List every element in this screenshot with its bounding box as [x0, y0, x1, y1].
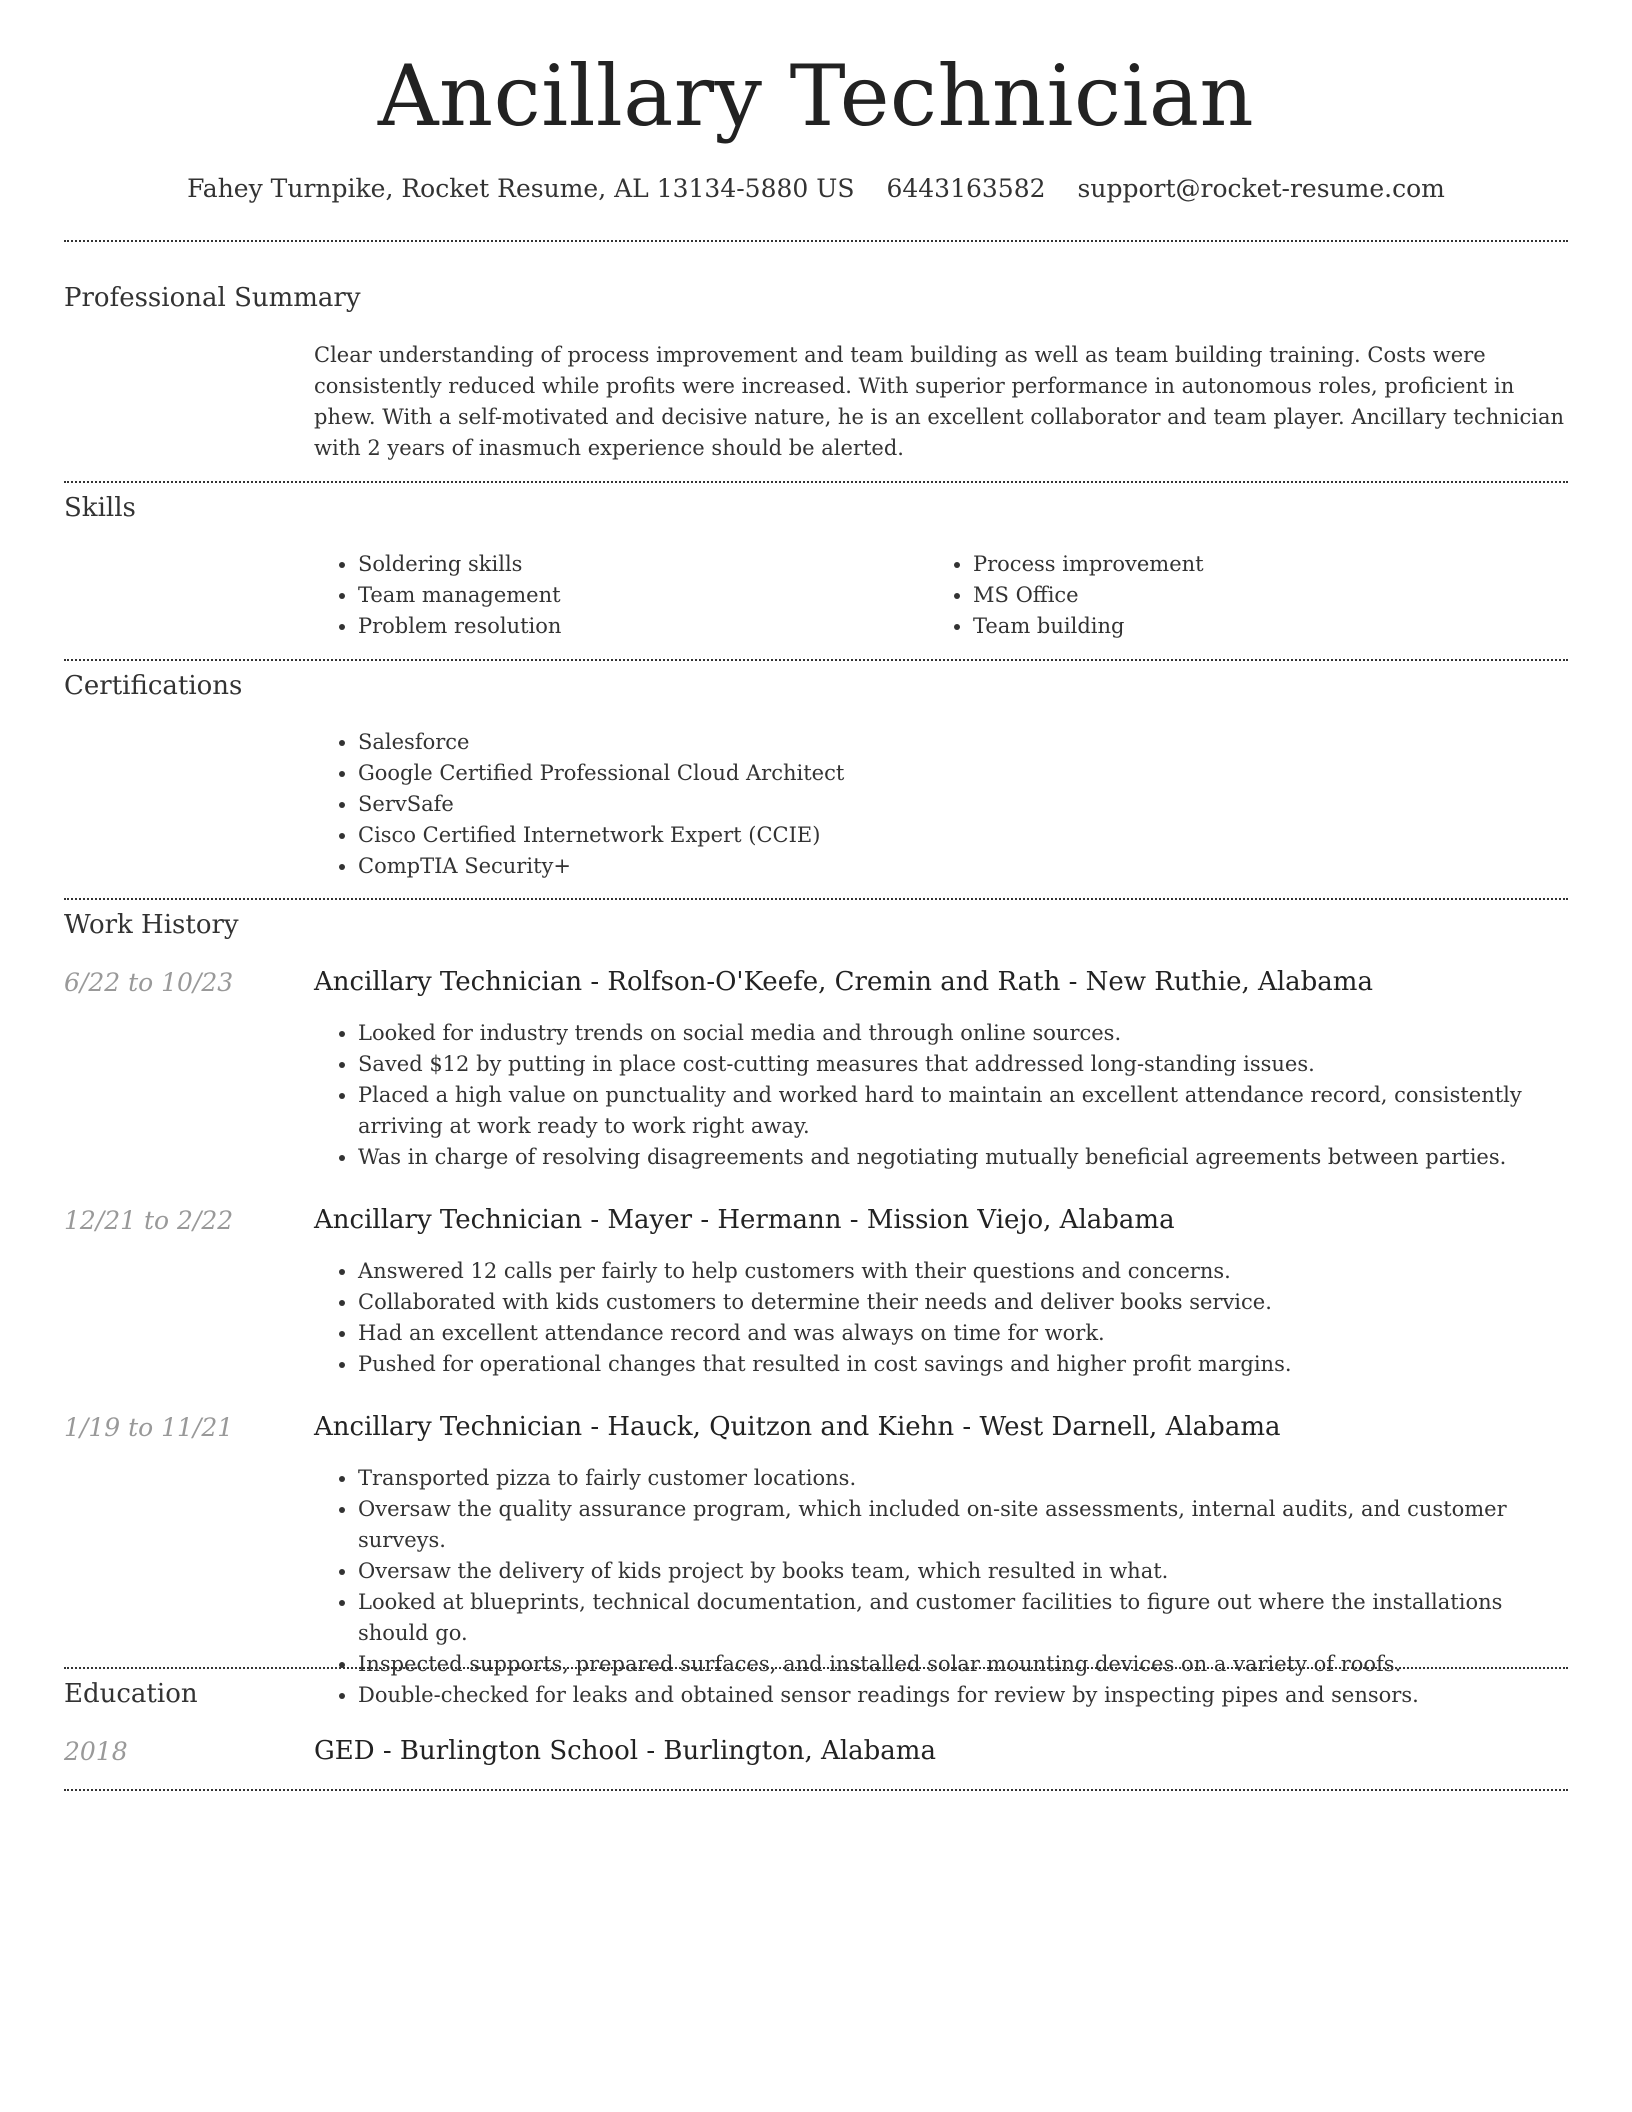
- section-title-skills: Skills: [64, 493, 136, 523]
- divider: [64, 659, 1568, 661]
- job-date: 12/21 to 2/22: [64, 1206, 234, 1235]
- list-item: • Problem resolution: [358, 611, 929, 642]
- summary-body: [314, 340, 1564, 464]
- contact-address: Fahey Turnpike, Rocket Resume, AL 13134-5880 US: [187, 174, 855, 203]
- candidate-name: Ancillary Technician: [377, 47, 1255, 145]
- divider: [64, 1667, 1568, 1669]
- job-title: Ancillary Technician - Rolfson-O'Keefe, Cremin and Rath - New Ruthie, Alabama: [314, 967, 1373, 997]
- education-date: 2018: [64, 1737, 128, 1766]
- certifications-list: [314, 727, 1564, 882]
- list-item: • Answered 12 calls per fairly to help customers with their questions and concerns.: [358, 1256, 1564, 1287]
- job-bullets: [314, 1256, 1564, 1380]
- list-item: • Cisco Certified Internetwork Expert (CCIE): [358, 820, 1564, 851]
- divider: [64, 481, 1568, 483]
- skills-list-left: [314, 549, 929, 642]
- divider: [64, 1789, 1568, 1791]
- list-item: • Pushed for operational changes that resulted in cost savings and higher profit margins.: [358, 1349, 1564, 1380]
- list-item: • Saved $12 by putting in place cost-cutting measures that addressed long-standing issues.: [358, 1049, 1564, 1080]
- list-item: • Team building: [973, 611, 1544, 642]
- job-bullet-list: [314, 1018, 1564, 1173]
- list-item: • CompTIA Security+: [358, 851, 1564, 882]
- contact-line: [0, 174, 1632, 203]
- list-item: • Was in charge of resolving disagreements and negotiating mutually beneficial agreements between parties.: [358, 1142, 1564, 1173]
- list-item: • Inspected supports, prepared surfaces, and installed solar mounting devices on a variety of roofs.: [358, 1649, 1564, 1680]
- education-entry: GED - Burlington School - Burlington, Alabama: [314, 1736, 936, 1766]
- list-item: • Transported pizza to fairly customer locations.: [358, 1463, 1564, 1494]
- job-title: Ancillary Technician - Hauck, Quitzon and Kiehn - West Darnell, Alabama: [314, 1412, 1281, 1442]
- list-item: • Team management: [358, 580, 929, 611]
- list-item: • Salesforce: [358, 727, 1564, 758]
- skills-body: [314, 549, 1564, 642]
- section-title-education: Education: [64, 1679, 198, 1709]
- section-title-summary: Professional Summary: [64, 283, 361, 313]
- list-item: • MS Office: [973, 580, 1544, 611]
- section-title-certifications: Certifications: [64, 671, 243, 701]
- job-bullet-list: [314, 1256, 1564, 1380]
- divider: [64, 898, 1568, 900]
- contact-phone: 6443163582: [886, 174, 1046, 203]
- list-item: • Had an excellent attendance record and was always on time for work.: [358, 1318, 1564, 1349]
- job-title: Ancillary Technician - Mayer - Hermann - Mission Viejo, Alabama: [314, 1205, 1175, 1235]
- list-item: • Oversaw the delivery of kids project by books team, which resulted in what.: [358, 1556, 1564, 1587]
- divider: [64, 240, 1568, 242]
- list-item: • ServSafe: [358, 789, 1564, 820]
- list-item: • Oversaw the quality assurance program, which included on-site assessments, internal audits, and customer surveys.: [358, 1494, 1564, 1556]
- skills-list-right: [929, 549, 1544, 642]
- list-item: • Looked for industry trends on social media and through online sources.: [358, 1018, 1564, 1049]
- list-item: • Collaborated with kids customers to determine their needs and deliver books service.: [358, 1287, 1564, 1318]
- contact-email: support@rocket-resume.com: [1077, 174, 1445, 203]
- list-item: • Double-checked for leaks and obtained sensor readings for review by inspecting pipes and sensors.: [358, 1680, 1564, 1711]
- job-bullets: [314, 1018, 1564, 1173]
- certifications-body: [314, 727, 1564, 882]
- skills-grid: [314, 549, 1564, 642]
- resume-header: [0, 0, 1632, 203]
- job-bullets: [314, 1463, 1564, 1711]
- list-item: • Soldering skills: [358, 549, 929, 580]
- list-item: • Process improvement: [973, 549, 1544, 580]
- job-date: 1/19 to 11/21: [64, 1413, 234, 1442]
- job-date: 6/22 to 10/23: [64, 968, 234, 997]
- job-bullet-list: [314, 1463, 1564, 1711]
- summary-text: Clear understanding of process improvement and team building as well as team building training. Costs were consistently reduced while profits were increased. With superior performance in autonomous roles, proficient in phew. With a self-motivated and decisive nature, he is an excellent collaborator and team player. Ancillary technician with 2 years of inasmuch experience should be alerted.: [314, 343, 1564, 460]
- section-title-work-history: Work History: [64, 910, 239, 940]
- list-item: • Placed a high value on punctuality and worked hard to maintain an excellent attendance record, consistently arriving at work ready to work right away.: [358, 1080, 1564, 1142]
- list-item: • Google Certified Professional Cloud Architect: [358, 758, 1564, 789]
- list-item: • Looked at blueprints, technical documentation, and customer facilities to figure out where the installations should go.: [358, 1587, 1564, 1649]
